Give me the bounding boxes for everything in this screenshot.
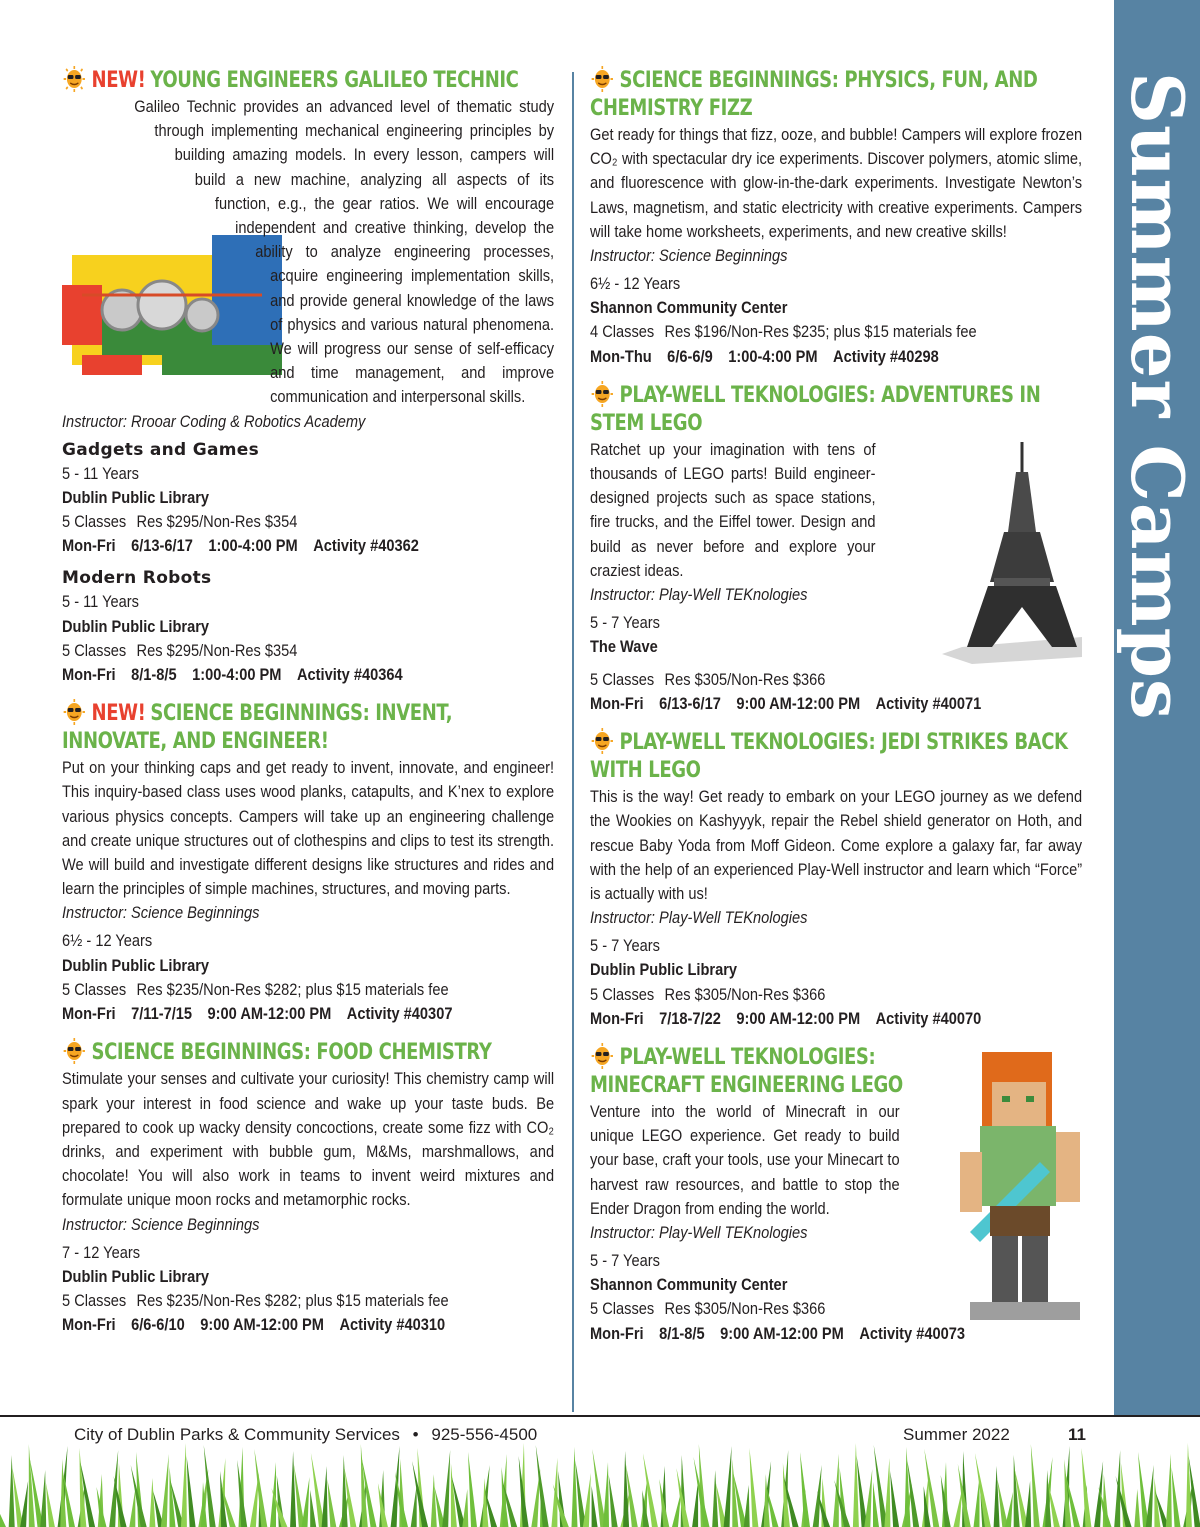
session-classes: 5 Classes — [590, 1299, 655, 1319]
camp-description: Venture into the world of Minecraft in our unique LEGO experience. Get ready to build your base, craft your tools, use your Minecart to harvest raw resources, and battle to stop the Ender Dragon from ending the world. — [590, 1102, 900, 1218]
grass-blade — [1134, 1489, 1140, 1527]
camp-description: This is the way! Get ready to embark on your LEGO journey as we defend the Wookies on Kashyyyk, repair the Rebel shield generator on Hoth, and rescue Baby Yoda from Moff Gideon. Come explore a galaxy far, far away with the help of an experienced Play-Well instructor and learn which “Force” is actually with us! — [590, 787, 1083, 904]
camp-heading — [590, 728, 1082, 785]
session-fee: Res $196/Non-Res $235; plus $15 materials fee — [664, 322, 977, 342]
session-fee-line — [590, 320, 1082, 344]
session-schedule-line — [590, 345, 1082, 369]
session-activity: Activity #40298 — [833, 346, 939, 366]
camp-instructor: Instructor: Science Beginnings — [62, 903, 260, 923]
session-dates: 7/18-7/22 — [659, 1008, 721, 1028]
grass-blade — [603, 1462, 609, 1527]
grass-blade — [1025, 1481, 1031, 1527]
grass-blade — [322, 1466, 328, 1527]
grass-blade — [40, 1470, 46, 1527]
grass-blade — [609, 1475, 618, 1527]
sun-sunglasses-icon — [62, 699, 87, 725]
session-ages: 5 - 7 Years — [590, 936, 660, 956]
session-classes: 4 Classes — [590, 322, 655, 342]
session-dates: 7/11-7/15 — [131, 1004, 193, 1024]
grass-blade — [994, 1466, 1000, 1527]
camp-physics-fun-fizz — [590, 66, 1082, 369]
grass-blade — [302, 1477, 310, 1527]
camp-instructor: Instructor: Play-Well TEKnologies — [590, 585, 808, 605]
camp-title: PLAY-WELL TEKNOLOGIES: JEDI STRIKES BACK WITH LEGO — [590, 730, 1068, 784]
grass-blade — [1031, 1444, 1040, 1527]
session-days: Mon-Fri — [62, 1004, 116, 1024]
session-location: Dublin Public Library — [62, 955, 210, 975]
new-badge: NEW! — [91, 68, 146, 93]
session-location: Dublin Public Library — [62, 487, 210, 507]
grass-blade — [724, 1446, 732, 1527]
grass-blade — [431, 1474, 437, 1527]
session-activity: Activity #40362 — [313, 536, 419, 556]
session-activity: Activity #40073 — [859, 1323, 966, 1343]
grass-blade — [572, 1447, 578, 1527]
sun-sunglasses-icon — [590, 381, 615, 407]
sun-sunglasses-icon — [62, 66, 87, 92]
camp-title: YOUNG ENGINEERS GALILEO TECHNIC — [150, 68, 519, 93]
grass-blade — [800, 1452, 810, 1527]
session-time: 9:00 AM-12:00 PM — [207, 1004, 332, 1024]
camp-adventures-stem-lego — [590, 381, 1082, 716]
camp-title: SCIENCE BEGINNINGS: FOOD CHEMISTRY — [91, 1040, 492, 1066]
grass-blade — [1166, 1454, 1172, 1527]
column-divider — [572, 72, 574, 1412]
new-badge: NEW! — [91, 701, 146, 727]
session-days: Mon-Fri — [62, 1315, 116, 1335]
grass-blade — [833, 1454, 839, 1527]
session-ages: 6½ - 12 Years — [590, 274, 681, 294]
grass-blade — [462, 1489, 468, 1527]
session-activity: Activity #40070 — [875, 1008, 982, 1028]
camp-description: Galileo Technic provides an advanced level of thematic study through implementing mechanical engineering principles by building amazing models. In every lesson, campers will build a new machine, analyzing all aspects of its function, e.g., the gear ratios. We will encourage independent and creative thinking, develop the ability to analyze engineering processes, acquire engineering implementation skills, and provide general knowledge of the laws of physics and various natural phenomena. We will progress our sense of self-efficacy and time management, and improve communication and interpersonal skills. — [134, 97, 555, 407]
right-column — [590, 66, 1082, 1358]
grass-blade — [749, 1448, 758, 1527]
session-activity: Activity #40310 — [339, 1315, 446, 1335]
session-schedule-line — [590, 1007, 1082, 1031]
session-ages: 5 - 7 Years — [590, 1251, 660, 1271]
session-dates: 8/1-8/5 — [131, 665, 177, 685]
session-ages: 5 - 11 Years — [62, 463, 139, 483]
camp-instructor: Instructor: Science Beginnings — [590, 246, 788, 266]
session-fee: Res $305/Non-Res $366 — [664, 669, 826, 689]
session-classes: 5 Classes — [62, 640, 127, 660]
session-schedule-line — [62, 534, 554, 558]
camp-heading — [590, 66, 1082, 123]
grass-blade — [0, 1492, 6, 1527]
session-fee: Res $295/Non-Res $354 — [136, 640, 298, 660]
session-days: Mon-Fri — [62, 665, 116, 685]
footer-season: Summer 2022 — [903, 1425, 1010, 1444]
session-classes: 5 Classes — [62, 1290, 127, 1310]
grass-blade — [1172, 1467, 1181, 1527]
camp-heading — [590, 1043, 953, 1100]
grass-blade — [905, 1447, 911, 1527]
session-activity: Activity #40307 — [346, 1004, 453, 1024]
session-location: Dublin Public Library — [590, 960, 738, 980]
camp-jedi-strikes-back — [590, 728, 1082, 1031]
grass-blade — [813, 1465, 822, 1527]
session-schedule-line — [62, 663, 554, 687]
session-name: Modern Robots — [62, 568, 212, 589]
camp-instructor: Instructor: Play-Well TEKnologies — [590, 908, 808, 928]
session-name: Gadgets and Games — [62, 439, 260, 460]
grass-blade — [9, 1455, 15, 1527]
grass-blade — [744, 1485, 750, 1527]
grass-blade — [187, 1456, 196, 1527]
session-fee: Res $305/Non-Res $366 — [664, 984, 826, 1004]
session-schedule-line — [62, 1313, 554, 1337]
session-time: 1:00-4:00 PM — [208, 536, 298, 556]
session-ages: 5 - 11 Years — [62, 592, 139, 612]
session-time: 9:00 AM-12:00 PM — [720, 1323, 844, 1343]
camp-instructor: Instructor: Science Beginnings — [62, 1214, 260, 1234]
session-ages: 5 - 7 Years — [590, 613, 660, 633]
camp-description-block — [590, 438, 1082, 660]
grass-blade — [161, 1454, 169, 1527]
session-dates: 6/13-6/17 — [659, 694, 721, 714]
footer-org: City of Dublin Parks & Community Services — [74, 1425, 400, 1444]
camp-description: Stimulate your senses and cultivate your curiosity! This chemistry camp will spark your interest in food science and wake up your taste buds. Be prepared to cook up wacky density concoctions, create some fizz with CO₂ drinks, and experiment with bubble gum, M&Ms, marshmallows, and chocolate! You will also work in teams to invent weird mixtures and formulate unique moon rocks and metamorphic rocks. — [62, 1069, 555, 1210]
session-dates: 8/1-8/5 — [659, 1323, 705, 1343]
session-ages: 6½ - 12 Years — [62, 931, 153, 951]
grass-blade — [592, 1486, 598, 1527]
session-fee-line — [590, 1297, 1082, 1321]
footer-phone: 925-556-4500 — [431, 1425, 538, 1444]
camp-title: SCIENCE BEGINNINGS: PHYSICS, FUN, AND CHEMISTRY FIZZ — [590, 68, 1038, 121]
grass-blade — [442, 1450, 450, 1527]
grass-blade — [884, 1458, 890, 1527]
grass-blade — [672, 1492, 681, 1527]
camp-instructor: Instructor: Rrooar Coding & Robotics Academy — [62, 411, 366, 431]
session-time: 9:00 AM-12:00 PM — [200, 1315, 324, 1335]
camp-heading — [62, 1038, 554, 1067]
grass-blade — [149, 1478, 155, 1527]
grass-blade — [468, 1452, 477, 1527]
camp-heading — [62, 66, 554, 95]
session-days: Mon-Fri — [590, 1323, 644, 1343]
session-dates: 6/6-6/10 — [131, 1315, 185, 1335]
session-ages: 7 - 12 Years — [62, 1242, 141, 1262]
grass-blade — [310, 1490, 316, 1527]
grass-blade — [20, 1481, 28, 1527]
grass-blade — [853, 1443, 859, 1527]
session-time: 1:00-4:00 PM — [728, 346, 818, 366]
grass-blade — [692, 1481, 698, 1527]
sun-sunglasses-icon — [590, 1043, 615, 1069]
camp-title: PLAY-WELL TEKNOLOGIES: ADVENTURES IN STEM LEGO — [590, 382, 1041, 436]
sun-sunglasses-icon — [62, 1038, 87, 1064]
grass-blade — [890, 1471, 899, 1527]
left-column — [62, 66, 554, 1349]
session-location: The Wave — [590, 637, 658, 657]
page-number: 11 — [1068, 1425, 1086, 1444]
camp-description: Ratchet up your imagination with tens of thousands of LEGO parts! Build engineer-designed projects such as space stations, fire trucks, and the Eiffel tower. Design and build as never before and explore your craziest ideas. — [590, 439, 876, 580]
grass-blade — [109, 1450, 118, 1527]
grass-blade — [129, 1489, 135, 1527]
grass-blade — [1081, 1448, 1091, 1527]
session-fee-line — [590, 983, 1082, 1007]
session-fee-line — [62, 1289, 554, 1313]
session-activity: Activity #40071 — [875, 694, 982, 714]
sun-sunglasses-icon — [590, 728, 615, 754]
grass-decoration — [0, 1440, 1200, 1527]
session-gadgets-games — [62, 438, 554, 559]
camp-description-block — [590, 1100, 1082, 1346]
camp-title: PLAY-WELL TEKNOLOGIES: MINECRAFT ENGINEERING LEGO — [590, 1045, 903, 1099]
grass-blade — [327, 1479, 336, 1527]
grass-blade — [953, 1488, 962, 1527]
grass-blade — [551, 1458, 557, 1527]
camp-minecraft-lego — [590, 1043, 1082, 1346]
session-location: Shannon Community Center — [590, 298, 788, 318]
grass-blade — [864, 1469, 872, 1527]
session-dates: 6/13-6/17 — [131, 536, 193, 556]
session-classes: 5 Classes — [590, 669, 655, 689]
session-fee: Res $235/Non-Res $282; plus $15 materials fee — [136, 979, 449, 999]
session-location: Dublin Public Library — [62, 1266, 210, 1286]
grass-blade — [270, 1462, 276, 1527]
camp-heading — [590, 381, 1082, 438]
camp-description: Put on your thinking caps and get ready to invent, innovate, and engineer! This inquiry-based class uses wood planks, catapults, and K’nex to explore various physics concepts. Campers will take up an engineering challenge and create unique structures out of clothespins and clips to test its strength. We will build and investigate different designs like structures and rides and learn the principles of simple machines, structures, and moving parts. — [62, 758, 555, 899]
grass-blade — [583, 1473, 591, 1527]
camp-description-block — [62, 95, 554, 410]
session-classes: 5 Classes — [62, 979, 127, 999]
session-classes: 5 Classes — [590, 984, 655, 1004]
session-schedule-line — [62, 1002, 554, 1026]
session-fee: Res $235/Non-Res $282; plus $15 materials fee — [136, 1290, 449, 1310]
camp-young-engineers — [62, 66, 554, 687]
session-days: Mon-Fri — [62, 536, 116, 556]
session-fee: Res $295/Non-Res $354 — [136, 512, 298, 532]
session-fee-line — [62, 510, 554, 534]
session-location: Dublin Public Library — [62, 616, 210, 636]
session-fee-line — [62, 978, 554, 1002]
camp-invent-innovate — [62, 699, 554, 1026]
camp-food-chemistry — [62, 1038, 554, 1337]
grass-blade — [712, 1470, 718, 1527]
camp-heading — [62, 699, 554, 756]
session-time: 9:00 AM-12:00 PM — [736, 1008, 861, 1028]
session-dates: 6/6-6/9 — [667, 346, 713, 366]
footer-rule — [0, 1415, 1200, 1417]
grass-blade — [1094, 1461, 1103, 1527]
session-activity: Activity #40364 — [296, 665, 403, 685]
sun-sunglasses-icon — [590, 66, 615, 92]
session-time: 9:00 AM-12:00 PM — [736, 694, 861, 714]
session-days: Mon-Thu — [590, 346, 652, 366]
camp-instructor: Instructor: Play-Well TEKnologies — [590, 1223, 808, 1243]
grass-blade — [46, 1483, 55, 1527]
session-time: 1:00-4:00 PM — [192, 665, 282, 685]
grass-blade — [974, 1477, 980, 1527]
session-fee-line — [590, 668, 1082, 692]
session-modern-robots — [62, 566, 554, 687]
grass-blade — [411, 1485, 417, 1527]
session-schedule-line — [590, 1322, 1082, 1346]
sidebar-title: Summer Camps — [1115, 72, 1200, 721]
session-fee: Res $305/Non-Res $366 — [664, 1299, 826, 1319]
camp-description: Get ready for things that fizz, ooze, and bubble! Campers will explore frozen CO₂ with spectacular dry ice experiments. Discover polymers, atomic slime, and fluorescence with glow-in-the-dark experiments. Investigate Newton’s Laws, magnetism, and static electricity with creative experiments. Campers will take home worksheets, experiments, and new creative skills! — [590, 125, 1083, 241]
session-location: Shannon Community Center — [590, 1275, 788, 1295]
grass-blade — [1005, 1492, 1013, 1527]
camp-title: SCIENCE BEGINNINGS: INVENT, INNOVATE, AND ENGINEER! — [62, 701, 453, 755]
grass-blade — [1146, 1465, 1154, 1527]
grass-blade — [1186, 1443, 1192, 1527]
grass-blade — [181, 1443, 187, 1527]
session-schedule-line — [590, 692, 1082, 716]
session-days: Mon-Fri — [590, 1008, 644, 1028]
footer-bullet: • — [412, 1425, 419, 1444]
session-fee-line — [62, 639, 554, 663]
session-days: Mon-Fri — [590, 694, 644, 714]
grass-blade — [290, 1451, 296, 1527]
session-classes: 5 Classes — [62, 512, 127, 532]
